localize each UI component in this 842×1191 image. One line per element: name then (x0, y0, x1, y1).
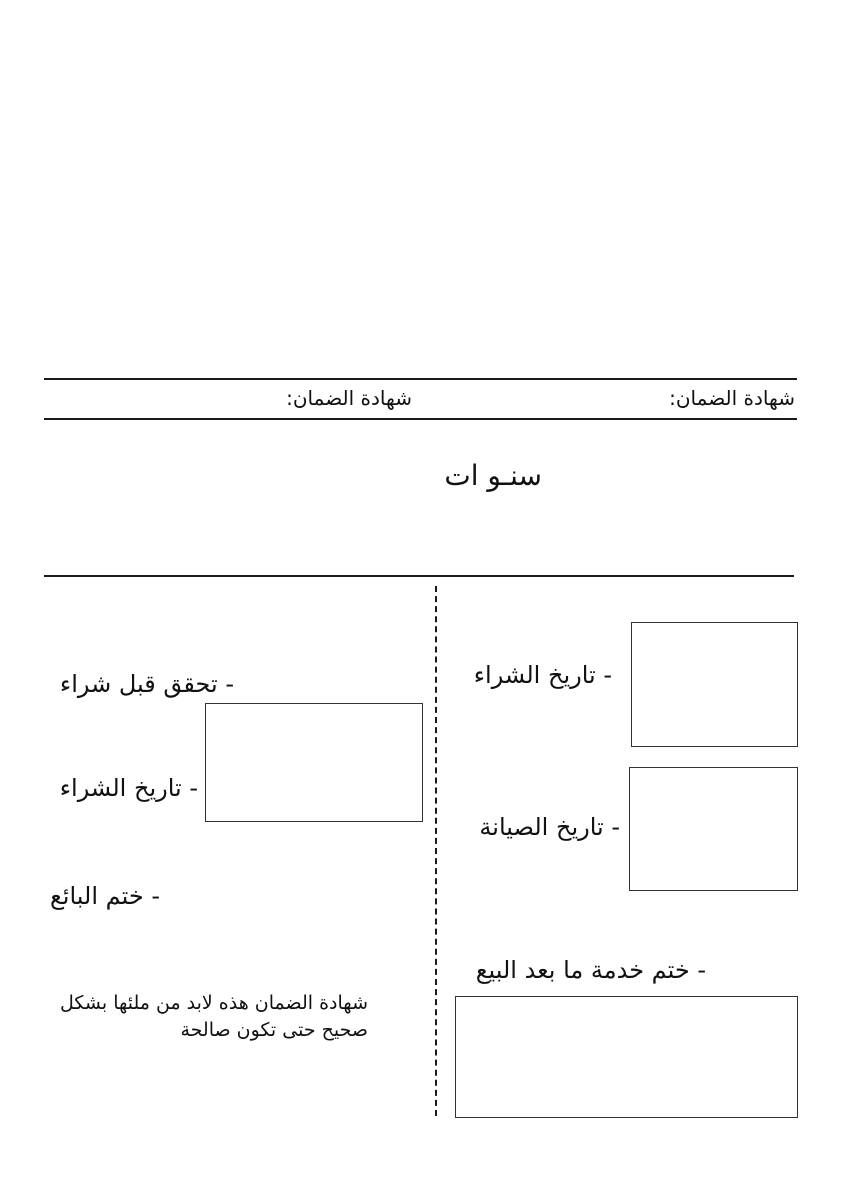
seller-stamp-label: - ختم البائع (50, 882, 160, 910)
section-divider (44, 575, 794, 577)
header-top-rule (44, 378, 797, 380)
header-left-title: شهادة الضمان: (286, 386, 412, 410)
after-sales-stamp-box[interactable] (455, 996, 798, 1118)
purchase-date-box-right[interactable] (631, 622, 798, 747)
warranty-validity-note: شهادة الضمان هذه لابد من ملئها بشكل صحيح حتى تكون صالحة (60, 992, 368, 1041)
verify-before-purchase-label: - تحقق قبل شراء (59, 670, 234, 698)
coupon-cut-line (435, 586, 437, 1116)
warranty-years-label: سنـو ات (444, 459, 542, 492)
header-bottom-rule (44, 418, 797, 420)
purchase-date-box-left[interactable] (205, 703, 423, 822)
maintenance-date-label: - تاريخ الصيانة (479, 813, 620, 841)
header-right-title: شهادة الضمان: (669, 386, 795, 410)
maintenance-date-box[interactable] (629, 767, 798, 891)
purchase-date-label-right: - تاريخ الشراء (473, 661, 612, 689)
after-sales-stamp-label: - ختم خدمة ما بعد البيع (475, 956, 706, 984)
purchase-date-label-left: - تاريخ الشراء (59, 774, 198, 802)
